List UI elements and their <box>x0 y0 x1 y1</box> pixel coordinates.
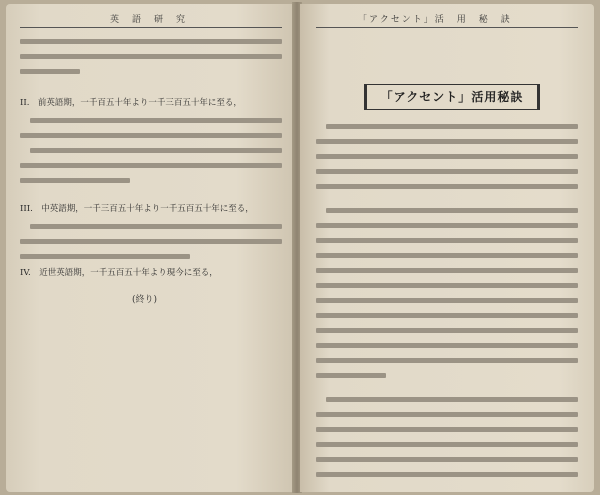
text-line <box>316 169 578 174</box>
text-line <box>316 373 386 378</box>
text-line <box>316 358 578 363</box>
text-line <box>316 238 578 243</box>
end-mark: (終り) <box>132 295 158 305</box>
left-header-rule <box>20 27 282 28</box>
text-line <box>326 124 578 129</box>
right-page-header: 「アクセント」活 用 秘 訣 <box>358 15 512 25</box>
text-line <box>20 178 130 183</box>
text-line <box>30 224 282 229</box>
text-line <box>316 412 578 417</box>
text-line <box>20 39 282 44</box>
text-line <box>316 427 578 432</box>
left-page-header: 英 語 研 究 <box>110 15 188 25</box>
text-line <box>316 268 578 273</box>
section-iii: III. 中英語期，一千三百五十年より一千五百五十年に至る， <box>20 204 254 214</box>
text-line <box>316 223 578 228</box>
text-line <box>316 472 578 477</box>
article-title: 「アクセント」活用秘訣 <box>364 84 540 110</box>
text-line <box>326 208 578 213</box>
text-line <box>316 442 578 447</box>
text-line <box>316 313 578 318</box>
text-line <box>20 239 282 244</box>
right-header-rule <box>316 27 578 28</box>
text-line <box>316 343 578 348</box>
text-line <box>316 253 578 258</box>
text-line <box>316 154 578 159</box>
text-line <box>326 397 578 402</box>
section-ii: II. 前英語期，一千百五十年より一千三百五十年に至る， <box>20 98 242 108</box>
text-line <box>316 139 578 144</box>
text-line <box>316 283 578 288</box>
text-line <box>20 163 282 168</box>
text-line <box>316 298 578 303</box>
text-line <box>316 457 578 462</box>
text-line <box>20 54 282 59</box>
text-line <box>316 184 578 189</box>
text-line <box>30 118 282 123</box>
text-line <box>20 254 190 259</box>
text-line <box>30 148 282 153</box>
section-iv: IV. 近世英語期，一千五百五十年より現今に至る， <box>20 268 218 278</box>
left-page <box>6 4 294 492</box>
right-page <box>300 4 594 492</box>
text-line <box>20 133 282 138</box>
text-line <box>316 328 578 333</box>
text-line <box>20 69 80 74</box>
